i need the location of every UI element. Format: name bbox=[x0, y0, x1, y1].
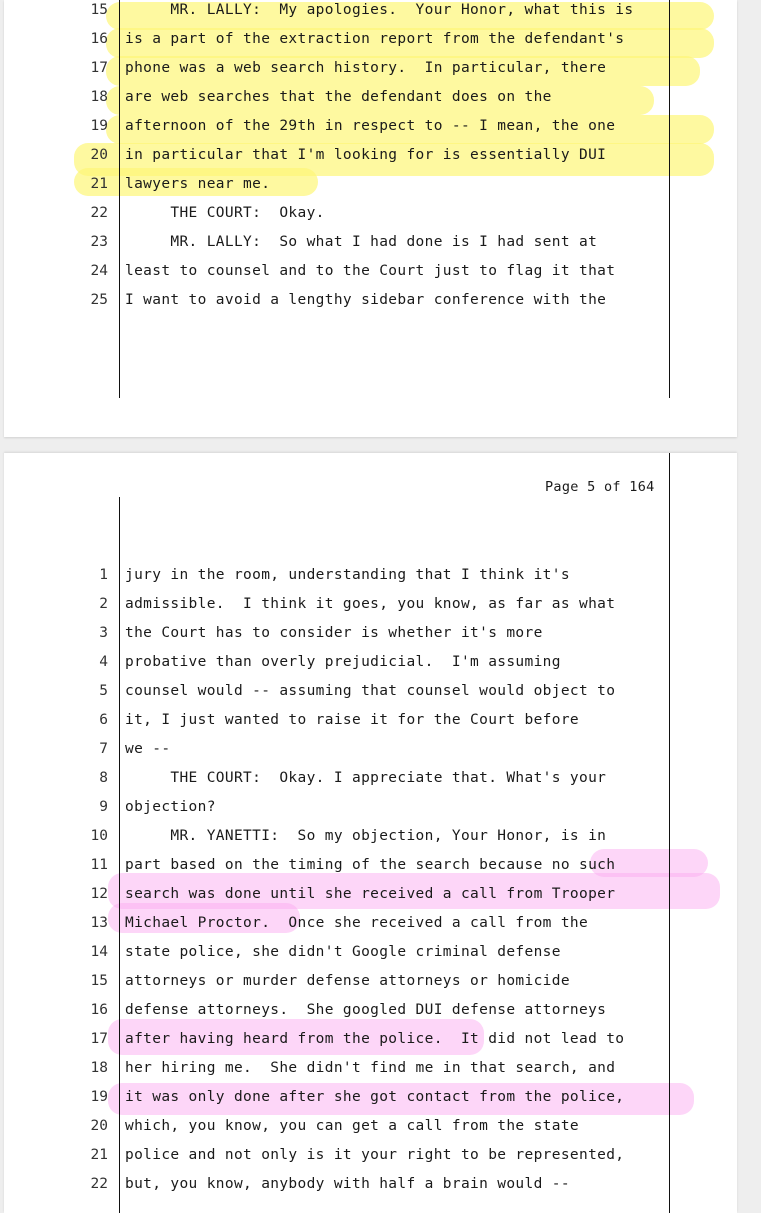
transcript-line bbox=[4, 232, 737, 261]
line-number: 22 bbox=[90, 1176, 108, 1192]
transcript-line bbox=[4, 1000, 737, 1029]
line-text: which, you know, you can get a call from the state bbox=[125, 1118, 579, 1134]
line-text: probative than overly prejudicial. I'm assuming bbox=[125, 654, 561, 670]
line-text: jury in the room, understanding that I think it's bbox=[125, 567, 570, 583]
transcript-line bbox=[4, 290, 737, 319]
line-text: attorneys or murder defense attorneys or homicide bbox=[125, 973, 570, 989]
transcript-line bbox=[4, 203, 737, 232]
line-number: 12 bbox=[90, 886, 108, 902]
line-number: 7 bbox=[99, 741, 108, 757]
line-number: 16 bbox=[90, 31, 108, 47]
line-text: are web searches that the defendant does on the bbox=[125, 89, 552, 105]
line-text: her hiring me. She didn't find me in that search, and bbox=[125, 1060, 616, 1076]
transcript-line bbox=[4, 29, 737, 58]
transcript-line bbox=[4, 87, 737, 116]
line-text: Michael Proctor. Once she received a call from the bbox=[125, 915, 589, 931]
line-number: 17 bbox=[90, 1031, 108, 1047]
line-number: 23 bbox=[90, 234, 108, 250]
line-text: police and not only is it your right to be represented, bbox=[125, 1147, 625, 1163]
line-number: 24 bbox=[90, 263, 108, 279]
transcript-line bbox=[4, 1174, 737, 1203]
line-number: 22 bbox=[90, 205, 108, 221]
transcript-line bbox=[4, 1145, 737, 1174]
transcript-line bbox=[4, 681, 737, 710]
line-text: objection? bbox=[125, 799, 216, 815]
line-text: the Court has to consider is whether it's more bbox=[125, 625, 543, 641]
line-number: 3 bbox=[99, 625, 108, 641]
line-number: 8 bbox=[99, 770, 108, 786]
transcript-line bbox=[4, 261, 737, 290]
transcript-line bbox=[4, 884, 737, 913]
transcript-line bbox=[4, 652, 737, 681]
transcript-line bbox=[4, 971, 737, 1000]
transcript-line bbox=[4, 145, 737, 174]
line-number: 13 bbox=[90, 915, 108, 931]
line-text: counsel would -- assuming that counsel would object to bbox=[125, 683, 616, 699]
line-number: 20 bbox=[90, 1118, 108, 1134]
transcript-line bbox=[4, 594, 737, 623]
transcript-line bbox=[4, 797, 737, 826]
line-text: part based on the timing of the search because no such bbox=[125, 857, 616, 873]
line-text: afternoon of the 29th in respect to -- I mean, the one bbox=[125, 118, 616, 134]
line-number: 2 bbox=[99, 596, 108, 612]
page-number-label: Page 5 of 164 bbox=[545, 479, 655, 495]
line-number: 25 bbox=[90, 292, 108, 308]
line-text: we -- bbox=[125, 741, 171, 757]
line-text: is a part of the extraction report from the defendant's bbox=[125, 31, 625, 47]
transcript-page-bottom bbox=[4, 453, 737, 1213]
transcript-line bbox=[4, 116, 737, 145]
line-text: lawyers near me. bbox=[125, 176, 271, 192]
line-text: MR. LALLY: My apologies. Your Honor, what this is bbox=[125, 2, 634, 18]
transcript-line bbox=[4, 58, 737, 87]
line-text: after having heard from the police. It did not lead to bbox=[125, 1031, 625, 1047]
line-text: THE COURT: Okay. bbox=[125, 205, 325, 221]
transcript-line bbox=[4, 565, 737, 594]
line-text: defense attorneys. She googled DUI defense attorneys bbox=[125, 1002, 607, 1018]
transcript-line bbox=[4, 913, 737, 942]
transcript-line bbox=[4, 710, 737, 739]
line-text: MR. YANETTI: So my objection, Your Honor, is in bbox=[125, 828, 607, 844]
line-text: MR. LALLY: So what I had done is I had sent at bbox=[125, 234, 598, 250]
transcript-line bbox=[4, 0, 737, 29]
transcript-line bbox=[4, 739, 737, 768]
transcript-line bbox=[4, 1116, 737, 1145]
transcript-line bbox=[4, 942, 737, 971]
transcript-line bbox=[4, 1087, 737, 1116]
line-number: 17 bbox=[90, 60, 108, 76]
line-number: 14 bbox=[90, 944, 108, 960]
line-text: least to counsel and to the Court just to flag it that bbox=[125, 263, 616, 279]
line-number: 18 bbox=[90, 1060, 108, 1076]
line-number: 15 bbox=[90, 973, 108, 989]
line-text: it, I just wanted to raise it for the Court before bbox=[125, 712, 579, 728]
line-number: 16 bbox=[90, 1002, 108, 1018]
transcript-line bbox=[4, 1058, 737, 1087]
line-number: 11 bbox=[90, 857, 108, 873]
transcript-line bbox=[4, 855, 737, 884]
line-text: THE COURT: Okay. I appreciate that. What's your bbox=[125, 770, 607, 786]
line-text: in particular that I'm looking for is essentially DUI bbox=[125, 147, 607, 163]
transcript-line bbox=[4, 826, 737, 855]
line-number: 6 bbox=[99, 712, 108, 728]
line-number: 21 bbox=[90, 176, 108, 192]
line-text: phone was a web search history. In particular, there bbox=[125, 60, 607, 76]
line-text: state police, she didn't Google criminal defense bbox=[125, 944, 561, 960]
line-number: 9 bbox=[99, 799, 108, 815]
line-number: 19 bbox=[90, 118, 108, 134]
line-number: 10 bbox=[90, 828, 108, 844]
transcript-line bbox=[4, 623, 737, 652]
line-number: 21 bbox=[90, 1147, 108, 1163]
line-number: 15 bbox=[90, 2, 108, 18]
line-text: search was done until she received a call from Trooper bbox=[125, 886, 616, 902]
line-text: admissible. I think it goes, you know, as far as what bbox=[125, 596, 616, 612]
line-number: 4 bbox=[99, 654, 108, 670]
transcript-line bbox=[4, 1029, 737, 1058]
line-number: 5 bbox=[99, 683, 108, 699]
line-number: 19 bbox=[90, 1089, 108, 1105]
line-number: 1 bbox=[99, 567, 108, 583]
line-number: 20 bbox=[90, 147, 108, 163]
line-text: I want to avoid a lengthy sidebar conference with the bbox=[125, 292, 607, 308]
transcript-page-top bbox=[4, 0, 737, 437]
line-text: it was only done after she got contact from the police, bbox=[125, 1089, 625, 1105]
transcript-line bbox=[4, 768, 737, 797]
line-text: but, you know, anybody with half a brain would -- bbox=[125, 1176, 570, 1192]
line-number: 18 bbox=[90, 89, 108, 105]
transcript-line bbox=[4, 174, 737, 203]
